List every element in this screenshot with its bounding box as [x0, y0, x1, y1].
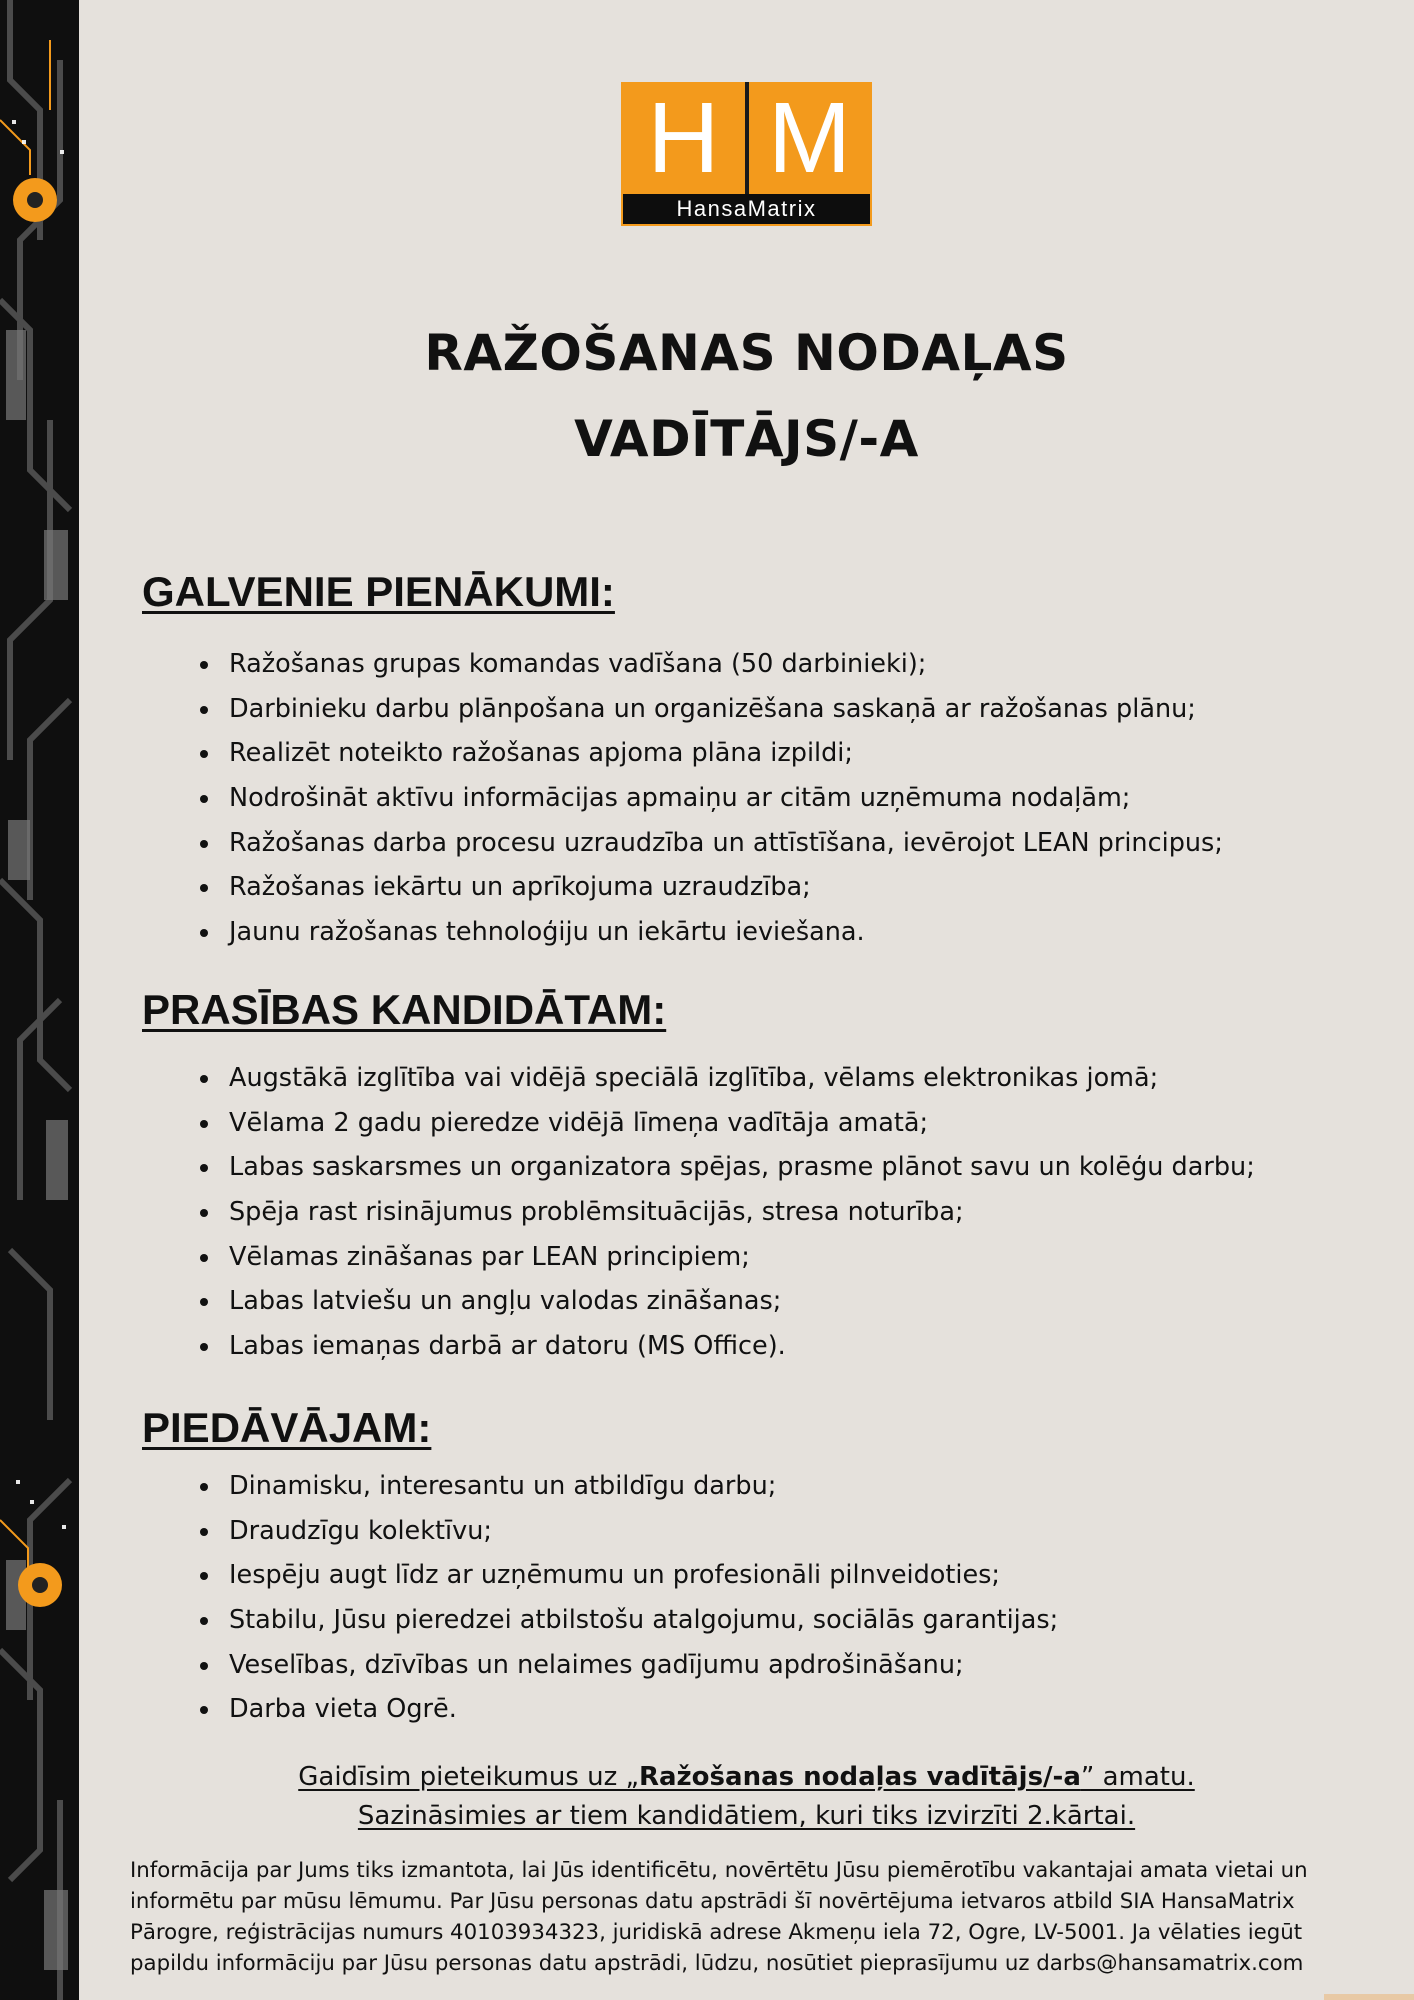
list-item: Vēlamas zināšanas par LEAN principiem; — [142, 1235, 1255, 1280]
job-title — [79, 310, 1414, 482]
list-item: Draudzīgu kolektīvu; — [142, 1509, 1058, 1554]
closing-position: Ražošanas nodaļas vadītājs/-a — [638, 1762, 1081, 1792]
list-item: Veselības, dzīvības un nelaimes gadījumu apdrošināšanu; — [142, 1643, 1058, 1688]
closing-note — [79, 1758, 1414, 1836]
circuit-pattern-graphic — [0, 0, 79, 2000]
duties-list — [142, 642, 1223, 955]
job-posting-page — [79, 0, 1414, 2000]
closing-line-2 — [79, 1797, 1414, 1836]
list-item: Ražošanas iekārtu un aprīkojuma uzraudzība; — [142, 865, 1223, 910]
privacy-line: Informācija par Jums tiks izmantota, lai Jūs identificētu, novērtētu Jūsu piemērotību vakantajai amata vietai un — [130, 1858, 1308, 1883]
offer-list — [142, 1464, 1058, 1732]
list-item: Nodrošināt aktīvu informācijas apmaiņu ar citām uzņēmuma nodaļām; — [142, 776, 1223, 821]
circuit-board-strip — [0, 0, 79, 2000]
list-item: Darba vieta Ogrē. — [142, 1687, 1058, 1732]
privacy-notice — [130, 1855, 1380, 1979]
list-item: Stabilu, Jūsu pieredzei atbilstošu atalgojumu, sociālās garantijas; — [142, 1598, 1058, 1643]
privacy-line: informētu par mūsu lēmumu. Par Jūsu personas datu apstrādi šī novērtējuma ietvaros atbild SIA HansaMatrix — [130, 1889, 1295, 1914]
list-item: Labas saskarsmes un organizatora spējas, prasme plānot savu un kolēģu darbu; — [142, 1145, 1255, 1190]
closing-prefix: Gaidīsim pieteikumus uz „ — [298, 1762, 639, 1792]
closing-line-2-text: Sazināsimies ar tiem kandidātiem, kuri tiks izvirzīti 2.kārtai. — [357, 1801, 1136, 1831]
list-item: Labas latviešu un angļu valodas zināšanas; — [142, 1279, 1255, 1324]
privacy-line: Pārogre, reģistrācijas numurs 40103934323, juridiskā adrese Akmeņu iela 72, Ogre, LV-5001. Ja vēlaties iegūt — [130, 1920, 1303, 1945]
corner-accent — [1324, 1994, 1414, 2000]
list-item: Augstākā izglītība vai vidējā speciālā izglītība, vēlams elektronikas jomā; — [142, 1056, 1255, 1101]
list-item: Darbinieku darbu plānpošana un organizēšana saskaņā ar ražošanas plānu; — [142, 687, 1223, 732]
closing-line-1 — [79, 1758, 1414, 1797]
list-item: Spēja rast risinājumus problēmsituācijās, stresa noturība; — [142, 1190, 1255, 1235]
list-item: Ražošanas darba procesu uzraudzība un attīstīšana, ievērojot LEAN principus; — [142, 821, 1223, 866]
list-item: Iespēju augt līdz ar uzņēmumu un profesionāli pilnveidoties; — [142, 1553, 1058, 1598]
logo-letter-h: H — [647, 82, 720, 194]
hansamatrix-logo — [621, 82, 872, 226]
duties-heading: GALVENIE PIENĀKUMI: — [142, 568, 615, 615]
requirements-heading: PRASĪBAS KANDIDĀTAM: — [142, 986, 667, 1033]
job-title-line-1: RAŽOŠANAS NODAĻAS — [424, 324, 1069, 382]
offer-heading: PIEDĀVĀJAM: — [142, 1404, 432, 1451]
logo-wordmark: HansaMatrix — [621, 194, 872, 226]
requirements-list — [142, 1056, 1255, 1369]
list-item: Labas iemaņas darbā ar datoru (MS Office). — [142, 1324, 1255, 1369]
job-title-line-2: VADĪTĀJS/-A — [574, 410, 919, 468]
closing-suffix: ” amatu. — [1080, 1762, 1195, 1792]
list-item: Vēlama 2 gadu pieredze vidējā līmeņa vadītāja amatā; — [142, 1101, 1255, 1146]
list-item: Ražošanas grupas komandas vadīšana (50 darbinieki); — [142, 642, 1223, 687]
logo-letter-m: M — [767, 82, 852, 194]
list-item: Jaunu ražošanas tehnoloģiju un iekārtu ieviešana. — [142, 910, 1223, 955]
list-item: Realizēt noteikto ražošanas apjoma plāna izpildi; — [142, 731, 1223, 776]
privacy-line: papildu informāciju par Jūsu personas datu apstrādi, lūdzu, nosūtiet pieprasījumu uz darbs@hansamatrix.com — [130, 1951, 1304, 1976]
list-item: Dinamisku, interesantu un atbildīgu darbu; — [142, 1464, 1058, 1509]
